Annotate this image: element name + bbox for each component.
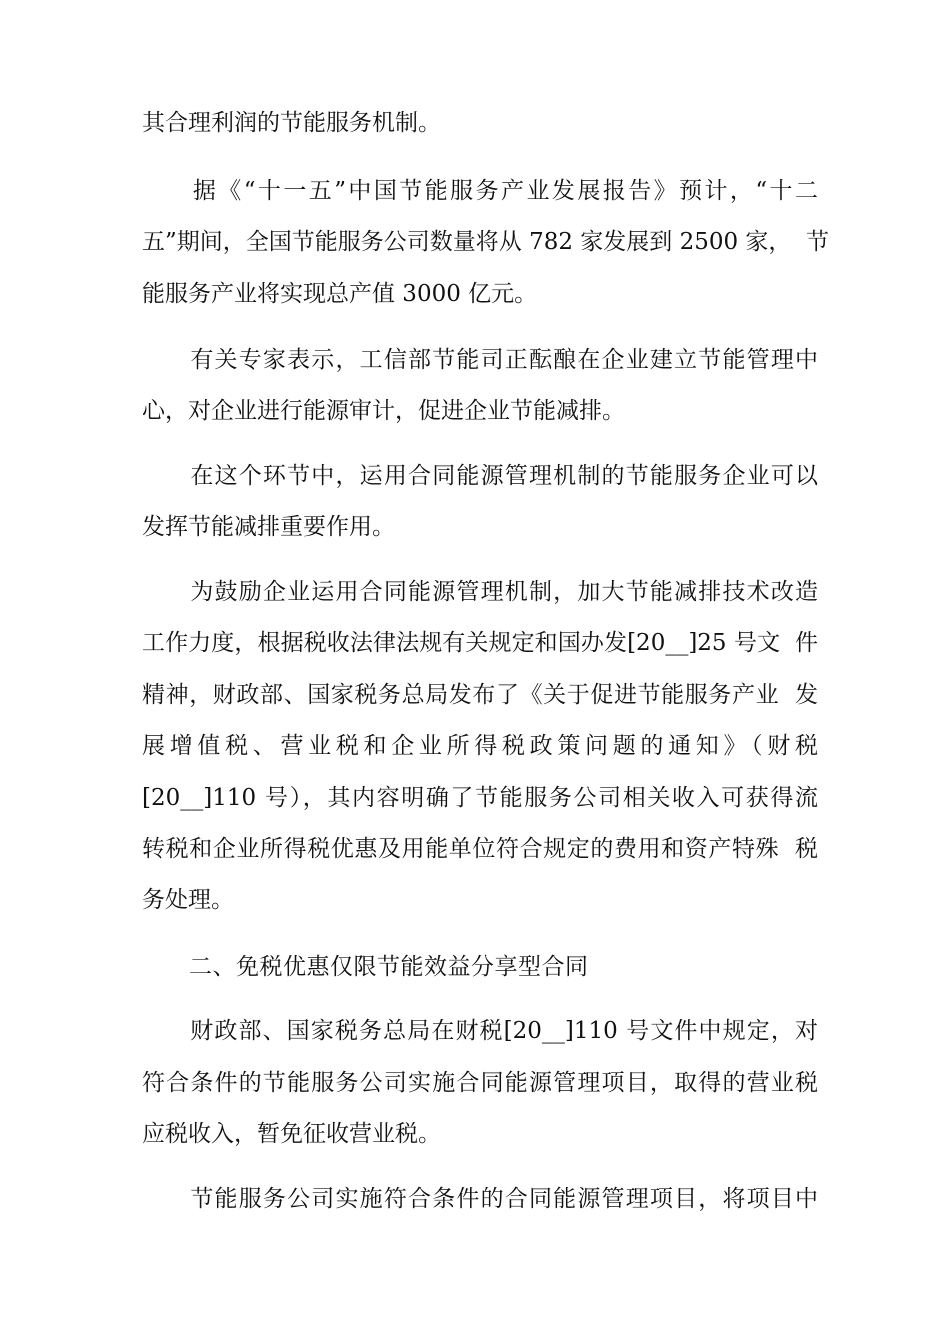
- text-line: 务处理。: [142, 887, 234, 913]
- text-line: 有关专家表示，工信部节能司正酝酿在企业建立节能管理中: [142, 347, 818, 373]
- section-heading: 二、免税优惠仅限节能效益分享型合同: [142, 954, 589, 980]
- text-line: 精神，财政部、国家税务总局发布了《关于促进节能服务产业 发: [142, 682, 818, 708]
- text-line: 工作力度，根据税收法律法规有关规定和国办发[20__]25 号文 件: [142, 630, 818, 656]
- text-line: 节能服务公司实施符合条件的合同能源管理项目，将项目中: [142, 1186, 818, 1212]
- text-line: 为鼓励企业运用合同能源管理机制，加大节能减排技术改造: [142, 579, 818, 605]
- text-line: 展增值税、营业税和企业所得税政策问题的通知》（财税: [142, 733, 818, 759]
- text-line: 心，对企业进行能源审计，促进企业节能减排。: [142, 398, 625, 424]
- text-line: 五”期间，全国节能服务公司数量将从 782 家发展到 2500 家， 节: [142, 229, 830, 255]
- text-line: 符合条件的节能服务公司实施合同能源管理项目，取得的营业税: [142, 1070, 818, 1096]
- text-line: 其合理利润的节能服务机制。: [142, 110, 441, 136]
- text-line: 据《“十一五”中国节能服务产业发展报告》预计，“十二: [142, 178, 818, 204]
- text-line: 发挥节能减排重要作用。: [142, 514, 395, 540]
- text-line: [20__]110 号），其内容明确了节能服务公司相关收入可获得流: [142, 785, 818, 811]
- text-line: 应税收入，暂免征收营业税。: [142, 1121, 441, 1147]
- text-line: 财政部、国家税务总局在财税[20__]110 号文件中规定，对: [142, 1018, 818, 1044]
- text-line: 转税和企业所得税优惠及用能单位符合规定的费用和资产特殊 税: [142, 836, 818, 862]
- text-line: 在这个环节中，运用合同能源管理机制的节能服务企业可以: [142, 463, 818, 489]
- text-line: 能服务产业将实现总产值 3000 亿元。: [142, 281, 538, 307]
